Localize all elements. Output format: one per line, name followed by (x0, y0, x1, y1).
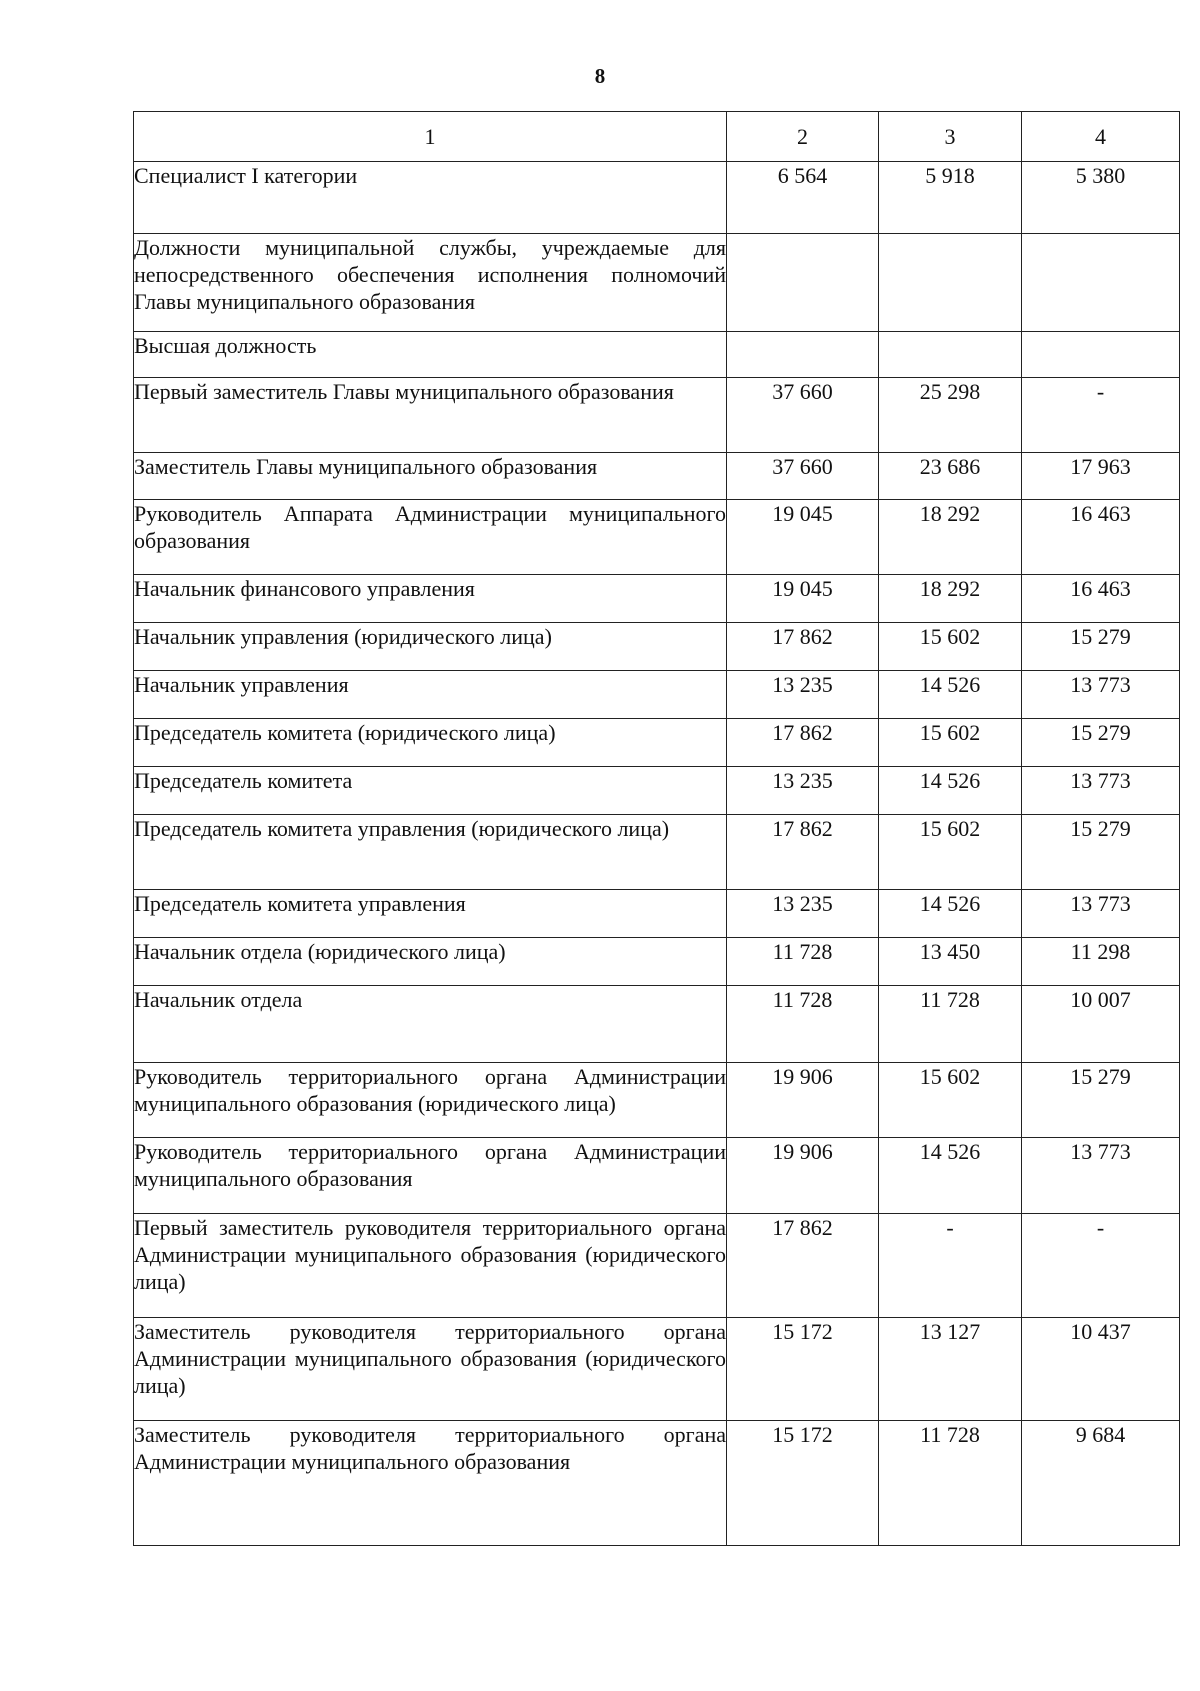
value-col-4: 9 684 (1022, 1421, 1180, 1546)
value-col-4: 13 773 (1022, 890, 1180, 938)
position-name: Председатель комитета (134, 767, 727, 815)
table-row (134, 1214, 1180, 1318)
value-col-3: 15 602 (879, 1063, 1022, 1138)
table-row (134, 671, 1180, 719)
value-col-3: 15 602 (879, 815, 1022, 890)
table-row (134, 1138, 1180, 1214)
page-number: 8 (594, 64, 606, 88)
position-name: Председатель комитета управления (134, 890, 727, 938)
value-col-4: 17 963 (1022, 453, 1180, 500)
value-col-2: 17 862 (727, 815, 879, 890)
value-col-4: 15 279 (1022, 719, 1180, 767)
value-col-3: 18 292 (879, 575, 1022, 623)
position-name: Первый заместитель руководителя территориального органа Администрации муниципального образования (юридического лица) (134, 1214, 727, 1318)
value-col-3: 5 918 (879, 162, 1022, 234)
value-col-3: - (879, 1214, 1022, 1318)
position-name: Начальник отдела (134, 986, 727, 1063)
position-name: Начальник управления (134, 671, 727, 719)
table-row (134, 1421, 1180, 1546)
value-col-2: 13 235 (727, 767, 879, 815)
position-name: Руководитель территориального органа Администрации муниципального образования (юридического лица) (134, 1063, 727, 1138)
table-row (134, 500, 1180, 575)
table-row (134, 453, 1180, 500)
value-col-2: 13 235 (727, 890, 879, 938)
value-col-3: 14 526 (879, 1138, 1022, 1214)
value-col-4: 16 463 (1022, 575, 1180, 623)
value-col-4 (1022, 234, 1180, 332)
value-col-4: 10 007 (1022, 986, 1180, 1063)
position-name: Председатель комитета управления (юридического лица) (134, 815, 727, 890)
position-name: Специалист I категории (134, 162, 727, 234)
value-col-2: 11 728 (727, 986, 879, 1063)
value-col-2: 11 728 (727, 938, 879, 986)
table-row (134, 575, 1180, 623)
position-name: Первый заместитель Главы муниципального образования (134, 378, 727, 453)
table-row (134, 986, 1180, 1063)
table-row (134, 719, 1180, 767)
table-body (134, 162, 1180, 1546)
position-name: Председатель комитета (юридического лица) (134, 719, 727, 767)
column-header-3: 3 (879, 112, 1022, 162)
value-col-3 (879, 332, 1022, 378)
value-col-3: 23 686 (879, 453, 1022, 500)
position-name: Заместитель руководителя территориального органа Администрации муниципального образования (134, 1421, 727, 1546)
value-col-4 (1022, 332, 1180, 378)
value-col-4: 5 380 (1022, 162, 1180, 234)
table-row (134, 332, 1180, 378)
table-header-row (134, 112, 1180, 162)
value-col-2: 19 045 (727, 500, 879, 575)
value-col-3: 11 728 (879, 986, 1022, 1063)
value-col-2: 15 172 (727, 1421, 879, 1546)
value-col-2: 13 235 (727, 671, 879, 719)
position-name: Начальник управления (юридического лица) (134, 623, 727, 671)
value-col-4: 15 279 (1022, 623, 1180, 671)
table-row (134, 1318, 1180, 1421)
column-header-1: 1 (134, 112, 727, 162)
value-col-2: 17 862 (727, 719, 879, 767)
value-col-2: 15 172 (727, 1318, 879, 1421)
table-row (134, 815, 1180, 890)
value-col-3 (879, 234, 1022, 332)
value-col-3: 14 526 (879, 890, 1022, 938)
value-col-4: 15 279 (1022, 1063, 1180, 1138)
value-col-4: 11 298 (1022, 938, 1180, 986)
value-col-4: 15 279 (1022, 815, 1180, 890)
value-col-3: 25 298 (879, 378, 1022, 453)
value-col-3: 13 450 (879, 938, 1022, 986)
value-col-3: 15 602 (879, 719, 1022, 767)
column-header-4: 4 (1022, 112, 1180, 162)
table-row (134, 938, 1180, 986)
value-col-2: 17 862 (727, 623, 879, 671)
table-row (134, 890, 1180, 938)
value-col-4: 13 773 (1022, 767, 1180, 815)
value-col-2 (727, 234, 879, 332)
value-col-2: 19 906 (727, 1138, 879, 1214)
salary-table (133, 111, 1180, 1546)
table-row (134, 234, 1180, 332)
position-name: Руководитель территориального органа Администрации муниципального образования (134, 1138, 727, 1214)
value-col-2 (727, 332, 879, 378)
value-col-2: 19 045 (727, 575, 879, 623)
value-col-2: 37 660 (727, 453, 879, 500)
value-col-3: 14 526 (879, 671, 1022, 719)
table-row (134, 162, 1180, 234)
position-name: Начальник отдела (юридического лица) (134, 938, 727, 986)
value-col-4: - (1022, 378, 1180, 453)
value-col-2: 17 862 (727, 1214, 879, 1318)
position-name: Заместитель руководителя территориального органа Администрации муниципального образования (юридического лица) (134, 1318, 727, 1421)
column-header-2: 2 (727, 112, 879, 162)
value-col-2: 6 564 (727, 162, 879, 234)
value-col-3: 13 127 (879, 1318, 1022, 1421)
position-name: Высшая должность (134, 332, 727, 378)
value-col-4: - (1022, 1214, 1180, 1318)
value-col-3: 15 602 (879, 623, 1022, 671)
value-col-3: 11 728 (879, 1421, 1022, 1546)
value-col-2: 37 660 (727, 378, 879, 453)
value-col-4: 10 437 (1022, 1318, 1180, 1421)
value-col-4: 16 463 (1022, 500, 1180, 575)
position-name: Руководитель Аппарата Администрации муниципального образования (134, 500, 727, 575)
value-col-3: 18 292 (879, 500, 1022, 575)
value-col-4: 13 773 (1022, 1138, 1180, 1214)
position-name: Начальник финансового управления (134, 575, 727, 623)
table-row (134, 767, 1180, 815)
value-col-4: 13 773 (1022, 671, 1180, 719)
position-name: Заместитель Главы муниципального образования (134, 453, 727, 500)
value-col-2: 19 906 (727, 1063, 879, 1138)
table-row (134, 1063, 1180, 1138)
value-col-3: 14 526 (879, 767, 1022, 815)
table-row (134, 623, 1180, 671)
table-row (134, 378, 1180, 453)
position-name: Должности муниципальной службы, учреждаемые для непосредственного обеспечения исполнения полномочий Главы муниципального образования (134, 234, 727, 332)
